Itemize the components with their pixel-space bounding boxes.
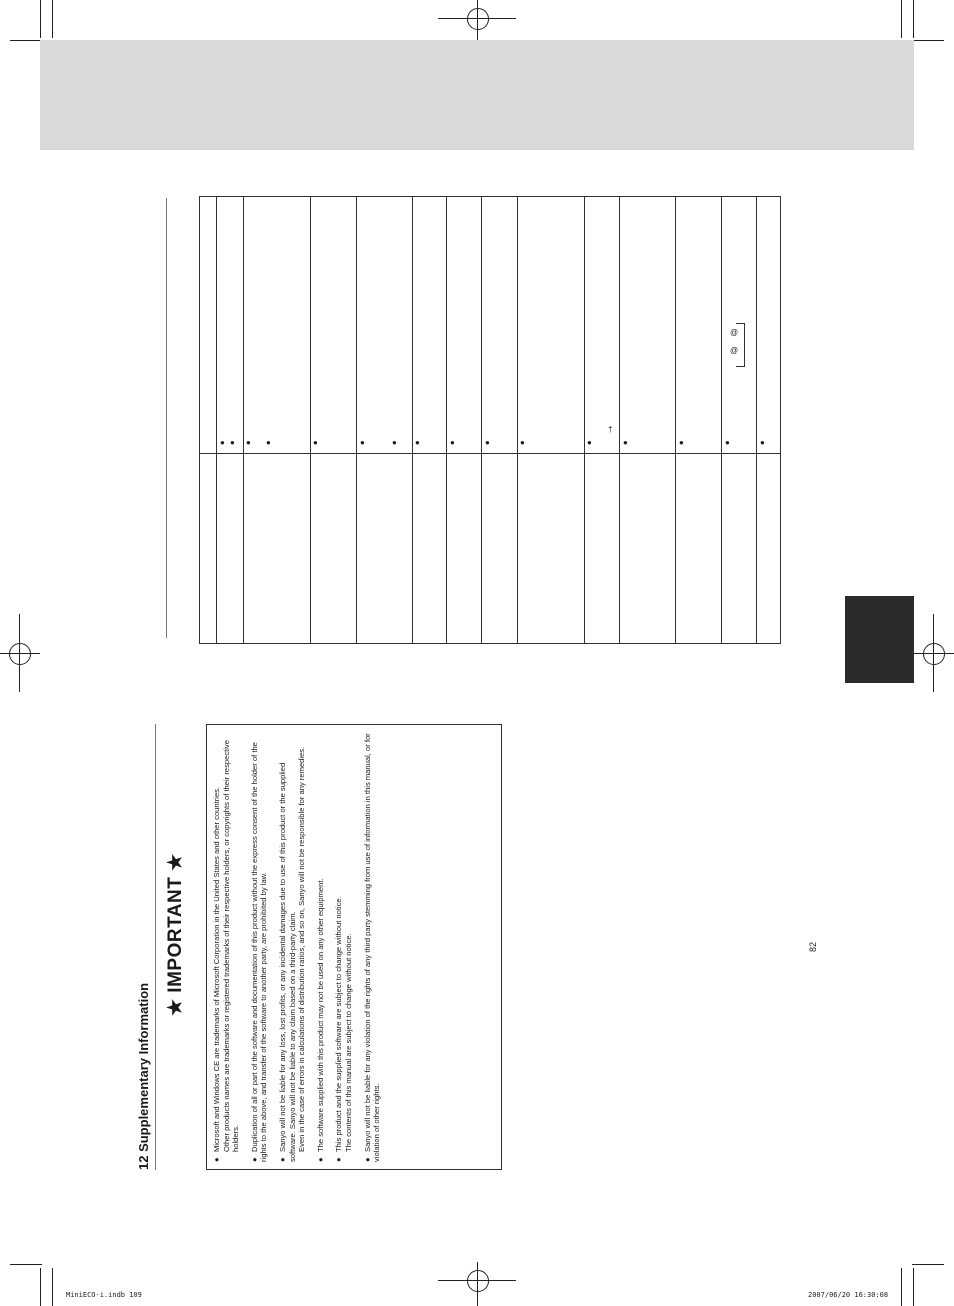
table-column-line [356,197,357,643]
crop-mark-bottom-left-v [40,1268,41,1306]
important-item-2: ●Duplication of all or part of the software and documentation of this product without the express consent of the holder of the rights to the above, and transfer of the software to another party, are prohibited by law. [249,742,269,1162]
table-bullet: ● [220,438,225,447]
table-column-line [619,197,620,643]
important-content [212,730,391,1162]
table-divider-horizontal [200,453,780,454]
table-column-line [756,197,757,643]
crop-mark-bottom-right-v [913,1268,914,1306]
table-left-rule [166,198,167,638]
table-bullet: ● [450,438,455,447]
table-column-line [310,197,311,643]
table-column-line [446,197,447,643]
specification-table [199,196,781,644]
crop-mark-top-left-v [40,0,41,38]
table-column-line [412,197,413,643]
crop-mark-top-right-v [913,0,914,38]
important-item-1: ●Microsoft and Windows CE are trademarks of Microsoft Corporation in the United States and other countries. Other products names are trademarks or registered trademarks of their respective holders, or copyrights of their respective holders. [212,740,241,1162]
crop-mark-bottom-left-v2 [52,1268,53,1306]
table-bullet: ● [520,438,525,447]
table-bullet: ● [246,438,251,447]
table-bullet: ● [679,438,684,447]
section-title: 12 Supplementary Information [136,982,151,1170]
table-column-line [584,197,585,643]
table-column-line [216,197,217,643]
table-bullet: ● [760,438,765,447]
table-column-line [481,197,482,643]
crop-mark-top-left-v2 [52,0,53,38]
table-bullet: ● [266,438,271,447]
table-dagger: † [608,425,613,434]
page-number: 82 [808,941,818,952]
table-bullet: ● [313,438,318,447]
table-bullet: ● [360,438,365,447]
table-bullet: ● [230,438,235,447]
footer-file-info: MiniECO-i.indb 109 [66,1291,142,1299]
crop-mark-bottom-right-h [912,1264,944,1265]
table-bullet: ● [587,438,592,447]
important-item-5: ●This product and the supplied software are subject to change without notice. The contents of this manual are subject to change without notice. [334,896,353,1162]
table-column-line [517,197,518,643]
at-symbol: @ [730,328,739,337]
table-bullet: ● [415,438,420,447]
important-item-6: ●Sanyo will not be liable for any violation of the rights of any third party stemming from use of information in this manual, or for violation of other rights. [362,733,382,1162]
table-column-line [675,197,676,643]
header-band [40,40,914,150]
table-column-line [243,197,244,643]
crop-mark-bottom-right-v2 [901,1268,902,1306]
important-title: ★ IMPORTANT ★ [165,853,186,1016]
table-bullet: ● [392,438,397,447]
important-item-4: ●The software supplied with this product may not be used on any other equipment. [315,878,325,1162]
important-item-3: ●Sanyo will not be liable for any loss, lost profits, or any incidental damages due to use of this product or the supplied software. Sanyo will not be liable to any claim based on a third-party claim. Even in the case of errors in calculations of distribution ratios, and so on, Sanyo will not be responsible for any remedies. [277,746,307,1162]
at-symbol: @ [730,346,739,355]
footer-timestamp: 2007/06/20 16:30:08 [808,1291,889,1299]
section-title-rule [155,724,156,1170]
table-column-line [721,197,722,643]
crop-mark-top-left-h [10,40,42,41]
crop-mark-bottom-left-h [10,1264,42,1265]
chapter-tab [845,596,914,683]
table-bullet: ● [623,438,628,447]
crop-mark-top-right-v2 [901,0,902,38]
crop-mark-top-right-h [912,40,944,41]
table-bullet: ● [725,438,730,447]
table-bullet: ● [485,438,490,447]
